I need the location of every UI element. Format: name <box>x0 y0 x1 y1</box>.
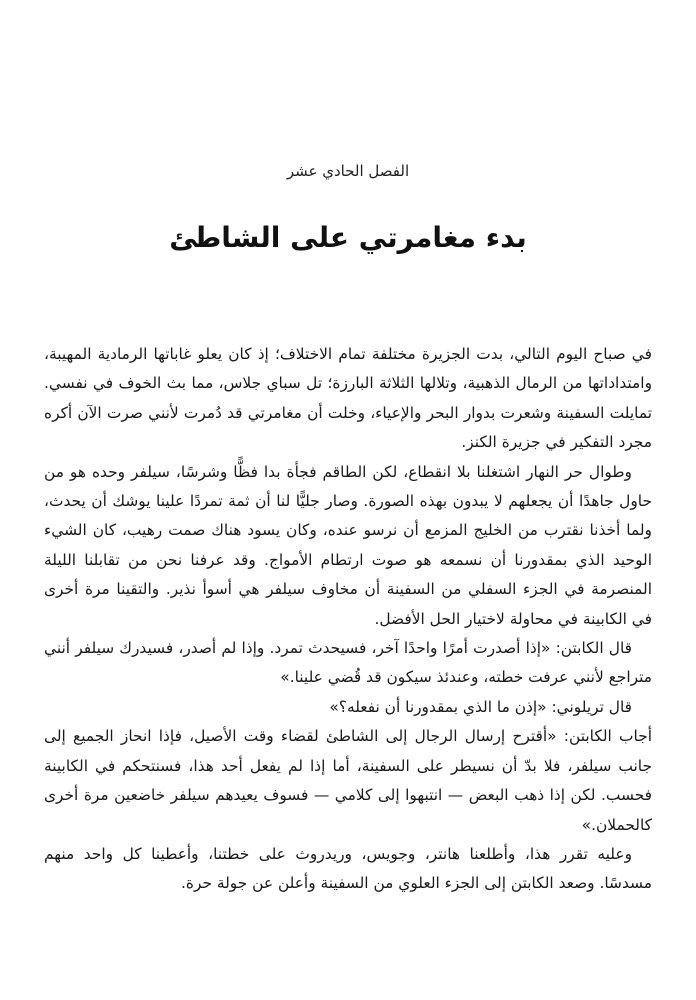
chapter-title: بدء مغامرتي على الشاطئ <box>169 221 527 254</box>
paragraph: قال تريلوني: «إذن ما الذي بمقدورنا أن نفعله؟» <box>329 697 632 716</box>
chapter-body <box>44 340 652 899</box>
paragraph: قال الكابتن: «إذا أصدرت أمرًا واحدًا آخر، فسيحدث تمرد. وإذا لم أصدر، فسيدرك سيلفر أنني متراجع لأنني عرفت خطته، وعندئذ سيكون قد قُضي علينا.» <box>44 639 652 687</box>
paragraph: في صباح اليوم التالي، بدت الجزيرة مختلفة تمام الاختلاف؛ إذ كان يعلو غاباتها الرمادية المهيبة، وامتداداتها من الرمال الذهبية، وتلالها الثلاثة البارزة؛ تل سباي جلاس، مما بث الخوف في نفسي. تمايلت السفينة وشعرت بدوار البحر والإعياء، وخلت أن مغامرتي قد دُمرت لأنني صرت الآن أكره مجرد التفكير في جزيرة الكنز. <box>44 345 652 452</box>
paragraph: وعليه تقرر هذا، وأطلعنا هانتر، وجويس، وريدروث على خطتنا، وأعطينا كل واحد منهم مسدسًا. وصعد الكابتن إلى الجزء العلوي من السفينة وأعلن عن جولة حرة. <box>44 844 652 893</box>
chapter-number: الفصل الحادي عشر <box>286 162 410 180</box>
paragraph: وطوال حر النهار اشتغلنا بلا انقطاع، لكن الطاقم فجأة بدا فظًّا وشرسًا، سيلفر وحده هو من حاول جاهدًا أن يجعلهم لا يبدون بهذه الصورة. وصار جليًّا لنا أن ثمة تمردًا علينا يوشك أن يحدث، ولما أخذنا نقترب من الخليج المزمع أن نرسو عنده، وكان يسود هناك صمت رهيب، كان الشيء الوحيد الذي بمقدورنا أن نسمعه هو صوت ارتطام الأمواج. وقد عرفنا نحن من تقابلنا الليلة المنصرمة في الجزء السفلي من السفينة أن مخاوف سيلفر هي أسوأ نذير. والتقينا مرة أخرى في الكابينة في محاولة لاختيار الحل الأفضل. <box>44 462 652 628</box>
paragraph: أجاب الكابتن: «أقترح إرسال الرجال إلى الشاطئ لقضاء وقت الأصيل، فإذا انحاز الجميع إلى جانب سيلفر، فلا بدّ أن نسيطر على السفينة، أما إذا لم يفعل أحد هذا، فسنتحكم في الكابينة فحسب. لكن إذا ذهب البعض — انتبهوا إلى كلامي — فسوف يعيدهم سيلفر خاضعين مرة أخرى كالحملان.» <box>44 727 652 834</box>
